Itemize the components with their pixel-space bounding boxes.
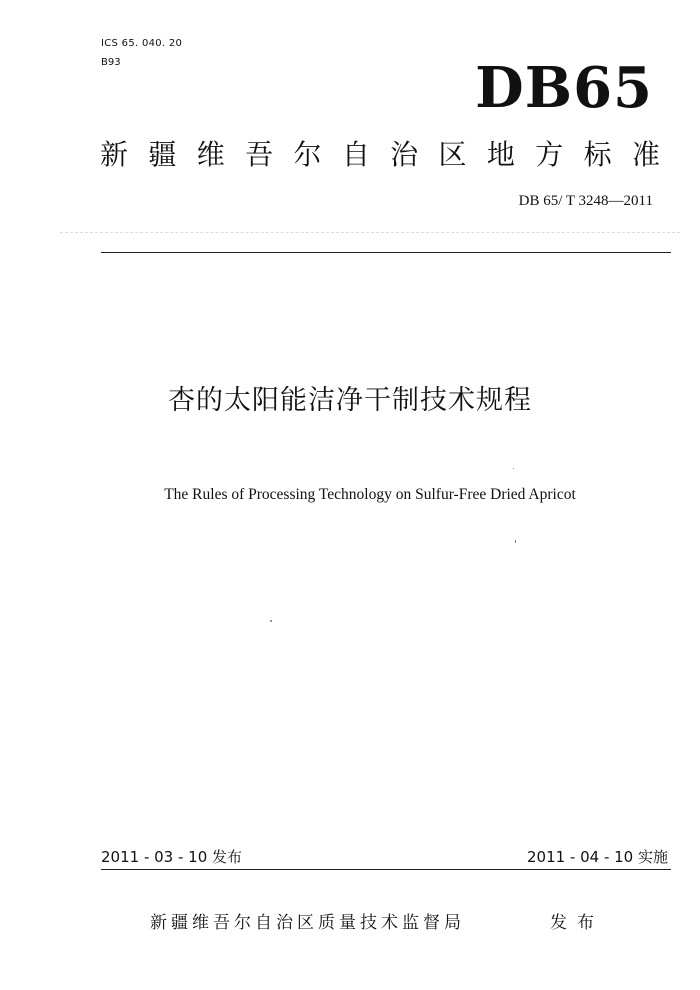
publisher-name: 新疆维吾尔自治区质量技术监督局 bbox=[150, 913, 465, 933]
implementation-date: 2011 - 04 - 10 实施 bbox=[526, 848, 668, 866]
standard-number: DB 65/ T 3248—2011 bbox=[518, 193, 653, 209]
standard-type-heading: 新 疆 维 吾 尔 自 治 区 地 方 标 准 bbox=[100, 138, 660, 171]
scan-speck bbox=[513, 468, 514, 469]
document-title-zh: 杏的太阳能洁净干制技术规程 bbox=[168, 385, 532, 416]
scan-artifact-line bbox=[60, 232, 680, 233]
issue-date: 2011 - 03 - 10 发布 bbox=[101, 848, 243, 866]
scan-speck bbox=[515, 540, 516, 543]
footer-divider bbox=[101, 869, 671, 870]
ics-code: ICS 65. 040. 20 bbox=[101, 38, 183, 49]
publish-label: 发布 bbox=[550, 913, 604, 933]
document-title-en: The Rules of Processing Technology on Sulfur-Free Dried Apricot bbox=[164, 486, 576, 503]
standard-code-logo: DB65 bbox=[475, 55, 653, 121]
ccs-code: B93 bbox=[101, 57, 121, 68]
header-divider bbox=[101, 252, 671, 253]
scan-speck bbox=[270, 620, 272, 622]
